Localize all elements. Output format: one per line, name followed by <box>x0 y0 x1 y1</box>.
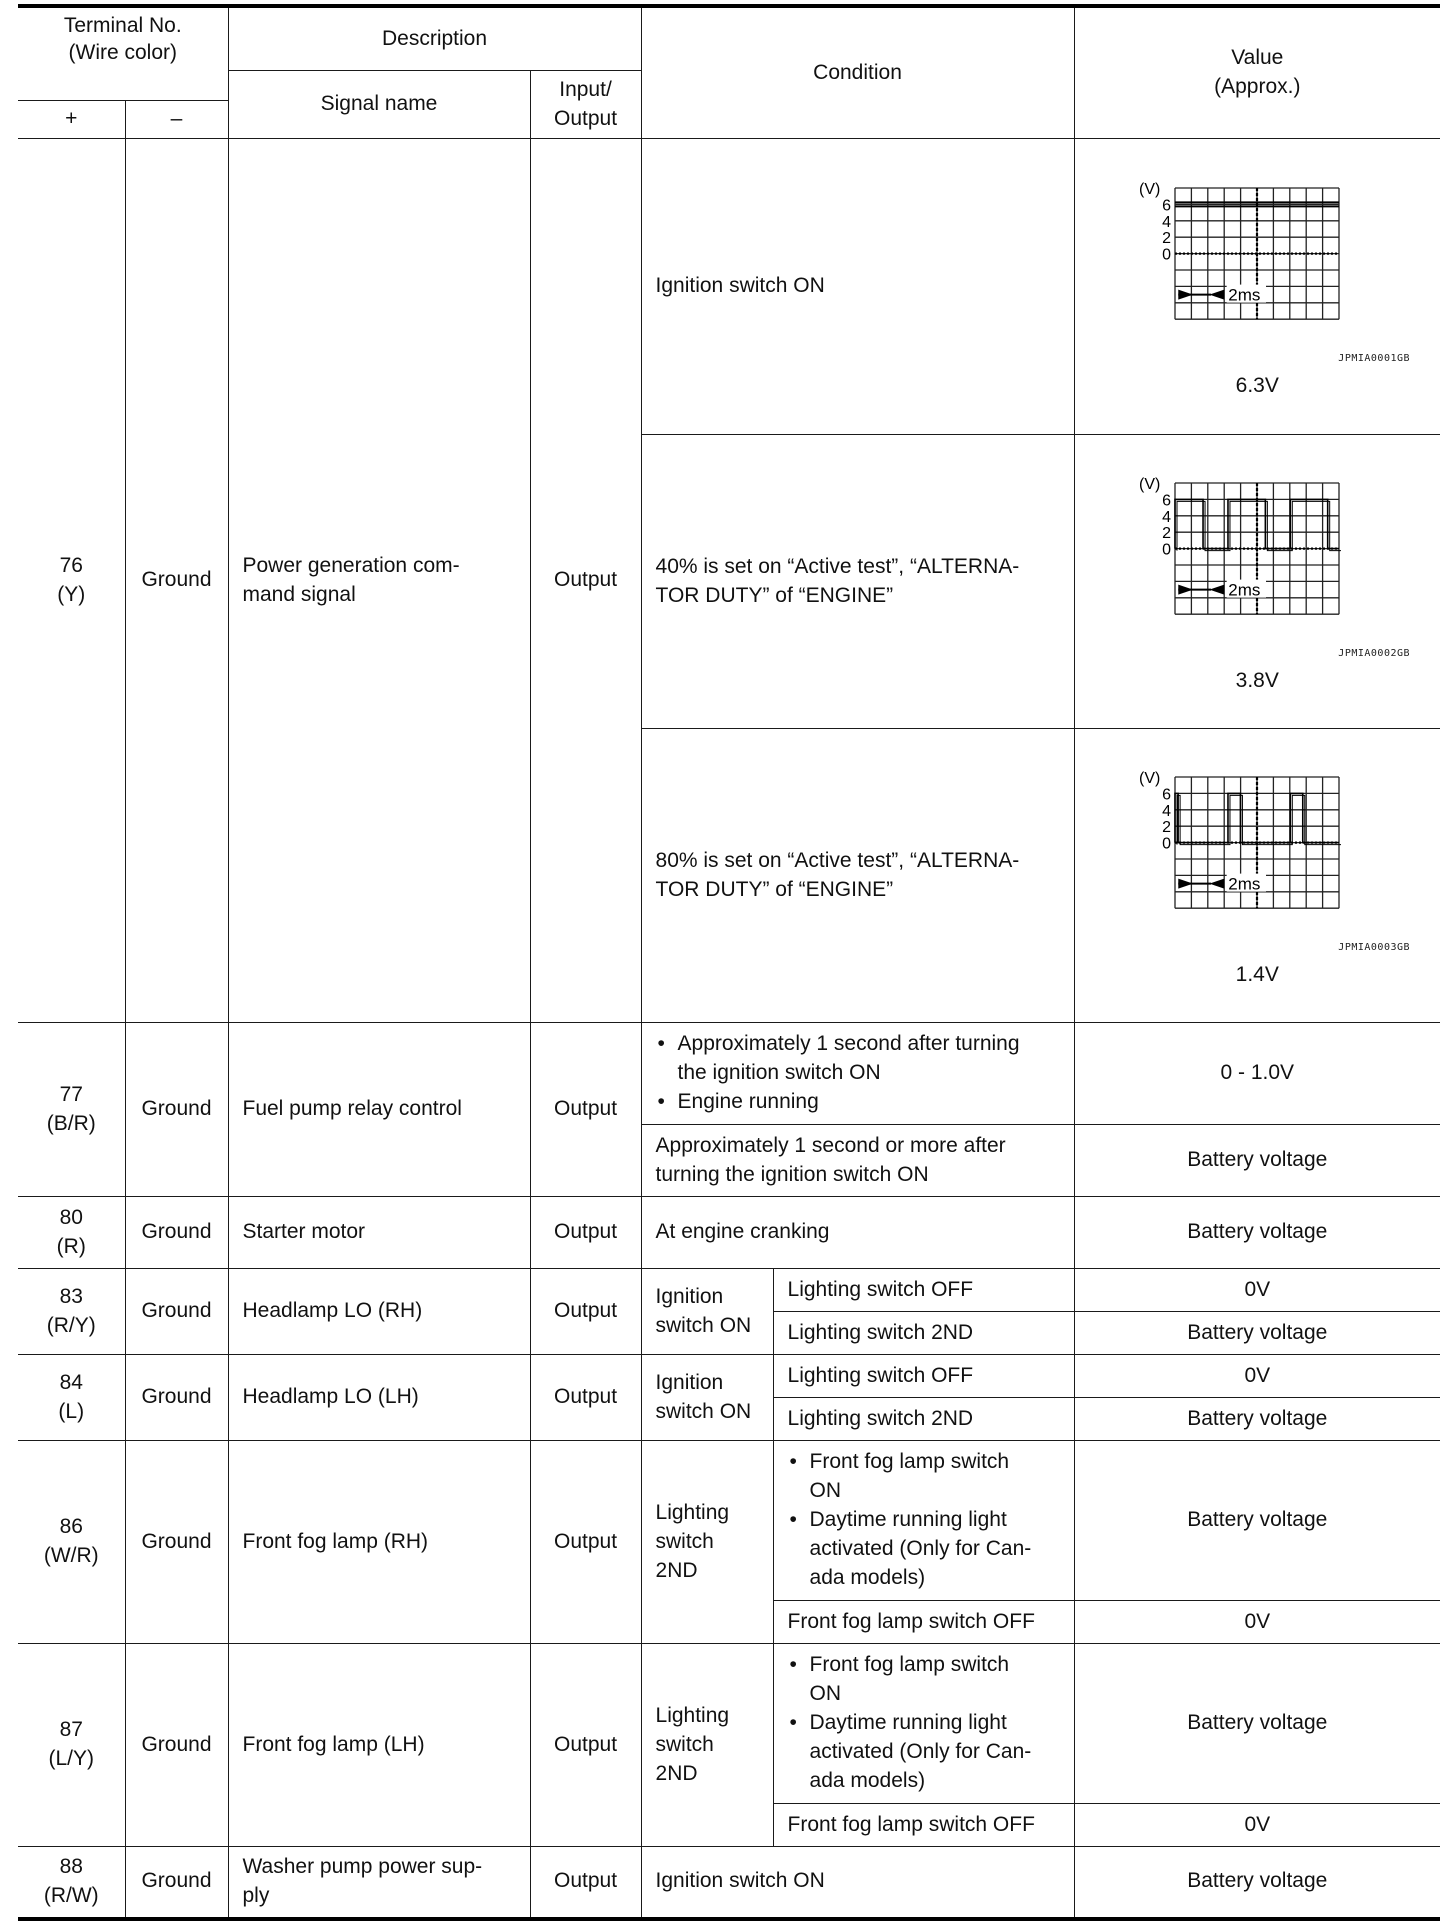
wire-color: (R/W) <box>43 1883 99 1907</box>
oscilloscope-waveform-icon <box>1137 473 1377 645</box>
sub-condition-cell: Front fog lamp switch OFF <box>773 1804 1074 1847</box>
y-tick-label: 2 <box>1162 230 1172 248</box>
ground-cell: Ground <box>125 1269 228 1355</box>
wire-color: (W/R) <box>43 1544 99 1568</box>
waveform-value: 6.3V <box>1235 374 1279 397</box>
condition-cell: Ignition switch ON <box>641 1847 1074 1919</box>
signal-line: mand signal <box>242 582 356 606</box>
axis-unit-label: (V) <box>1139 181 1161 199</box>
signal-name-cell: Headlamp LO (LH) <box>228 1355 530 1441</box>
signal-trace <box>1177 502 1341 551</box>
list-item <box>788 1448 1060 1506</box>
wire-color: (Y) <box>57 582 86 606</box>
header-row-1 <box>18 6 1440 71</box>
condition-bullet-list <box>656 1030 1060 1117</box>
value-cell: Battery voltage <box>1074 1398 1440 1441</box>
terminal-number: 83 <box>59 1284 83 1308</box>
condition-line: Ignition <box>655 1284 724 1308</box>
oscilloscope-waveform-icon <box>1137 767 1377 939</box>
condition-line: turning the ignition switch ON <box>655 1162 929 1186</box>
header-io-line1: Input/ <box>559 78 612 102</box>
terminal-spec-table <box>18 4 1440 1921</box>
condition-line: switch <box>655 1732 714 1756</box>
wire-color: (L/Y) <box>48 1747 94 1771</box>
waveform-value: 3.8V <box>1235 669 1279 692</box>
header-terminal-no: Terminal No. <box>63 14 182 37</box>
wire-color: (B/R) <box>46 1111 96 1135</box>
value-cell: Battery voltage <box>1074 1644 1440 1804</box>
signal-name-cell: Headlamp LO (RH) <box>228 1269 530 1355</box>
signal-line: ply <box>242 1883 270 1907</box>
y-tick-label: 2 <box>1162 525 1172 543</box>
waveform-value: 1.4V <box>1235 963 1279 986</box>
list-item <box>788 1506 1060 1593</box>
header-io-line2: Output <box>553 106 618 130</box>
waveform-block <box>1089 473 1427 696</box>
sub-condition-cell: Lighting switch OFF <box>773 1355 1074 1398</box>
condition-bullet-list <box>788 1448 1060 1593</box>
value-cell: 0 - 1.0V <box>1074 1023 1440 1125</box>
terminal-76 <box>18 139 125 1023</box>
ground-cell: Ground <box>125 139 228 1023</box>
header-description: Description <box>228 6 641 71</box>
signal-name-cell: Front fog lamp (RH) <box>228 1441 530 1644</box>
header-plus: + <box>18 101 125 139</box>
wire-color: (R/Y) <box>46 1313 96 1337</box>
value-cell: Battery voltage <box>1074 1125 1440 1197</box>
condition-line: Lighting <box>655 1500 730 1524</box>
condition-line: switch <box>655 1529 714 1553</box>
io-cell: Output <box>530 1197 641 1269</box>
table-row <box>18 1269 1440 1312</box>
condition-line: Daytime running light <box>809 1508 1007 1532</box>
wire-color: (L) <box>58 1399 85 1423</box>
sub-condition-cell: Front fog lamp switch OFF <box>773 1601 1074 1644</box>
condition-cell <box>641 1125 1074 1197</box>
condition-line: ada models) <box>809 1769 926 1793</box>
condition-line: Daytime running light <box>809 1711 1007 1735</box>
terminal-77 <box>18 1023 125 1197</box>
condition-line: switch ON <box>655 1399 752 1423</box>
arrow-left-icon <box>1210 290 1225 300</box>
ground-cell: Ground <box>125 1023 228 1197</box>
time-scale-label: 2ms <box>1228 580 1261 600</box>
terminal-number: 84 <box>59 1370 83 1394</box>
header-value-line1: Value <box>1231 46 1284 70</box>
condition-bullet-list <box>788 1651 1060 1796</box>
condition-line: TOR DUTY” of “ENGINE” <box>655 583 894 607</box>
y-tick-label: 6 <box>1162 197 1172 215</box>
condition-line: ON <box>809 1682 842 1706</box>
list-item <box>788 1709 1060 1796</box>
table-row <box>18 1197 1440 1269</box>
sub-condition-cell: Lighting switch OFF <box>773 1269 1074 1312</box>
condition-line: Lighting <box>655 1703 730 1727</box>
time-scale-label: 2ms <box>1228 285 1261 305</box>
condition-line: Approximately 1 second after turning <box>677 1032 1020 1056</box>
signal-line: Power generation com- <box>242 553 460 577</box>
table-row <box>18 1644 1440 1804</box>
condition-line: TOR DUTY” of “ENGINE” <box>655 877 894 901</box>
condition-line: 2ND <box>655 1558 698 1582</box>
y-tick-label: 0 <box>1162 835 1172 853</box>
value-cell: 0V <box>1074 1804 1440 1847</box>
table-row <box>18 1355 1440 1398</box>
y-tick-label: 6 <box>1162 786 1172 804</box>
value-cell: Battery voltage <box>1074 1197 1440 1269</box>
value-cell: Battery voltage <box>1074 1441 1440 1601</box>
io-cell: Output <box>530 1644 641 1847</box>
list-item <box>656 1030 1060 1088</box>
figure-code: JPMIA0002GB <box>1338 648 1411 660</box>
sub-condition-cell <box>773 1441 1074 1601</box>
condition-line: activated (Only for Can- <box>809 1740 1032 1764</box>
header-terminal-spacer <box>18 71 228 101</box>
value-cell: 0V <box>1074 1601 1440 1644</box>
terminal-80 <box>18 1197 125 1269</box>
condition-cell <box>641 729 1074 1023</box>
terminal-number: 86 <box>59 1515 83 1539</box>
io-cell: Output <box>530 1441 641 1644</box>
y-tick-label: 6 <box>1162 492 1172 510</box>
condition-line: the ignition switch ON <box>677 1061 881 1085</box>
signal-line: Washer pump power sup- <box>242 1854 483 1878</box>
terminal-number: 77 <box>59 1082 83 1106</box>
condition-cell: Ignition switch ON <box>641 139 1074 435</box>
sub-condition-cell: Lighting switch 2ND <box>773 1398 1074 1441</box>
header-minus: – <box>125 101 228 139</box>
condition-line: 40% is set on “Active test”, “ALTERNA- <box>655 554 1020 578</box>
terminal-number: 76 <box>59 553 83 577</box>
oscilloscope-waveform-icon <box>1137 178 1377 350</box>
y-tick-label: 2 <box>1162 819 1172 837</box>
axis-unit-label: (V) <box>1139 476 1161 494</box>
y-tick-label: 0 <box>1162 541 1172 559</box>
io-cell: Output <box>530 1847 641 1919</box>
value-cell: Battery voltage <box>1074 1847 1440 1919</box>
condition-line: ON <box>809 1479 842 1503</box>
condition-line: Front fog lamp switch <box>809 1653 1010 1677</box>
condition-line: 2ND <box>655 1761 698 1785</box>
figure-code: JPMIA0003GB <box>1338 942 1411 954</box>
header-terminal <box>18 6 228 71</box>
signal-trace <box>1177 796 1341 845</box>
ground-cell: Ground <box>125 1441 228 1644</box>
y-tick-label: 0 <box>1162 246 1172 264</box>
sub-condition-cell <box>773 1644 1074 1804</box>
list-item <box>788 1651 1060 1709</box>
wire-color: (R) <box>56 1234 86 1258</box>
io-cell: Output <box>530 1355 641 1441</box>
sub-condition-cell: Lighting switch 2ND <box>773 1312 1074 1355</box>
terminal-86 <box>18 1441 125 1644</box>
condition-cell: At engine cranking <box>641 1197 1074 1269</box>
ground-cell: Ground <box>125 1644 228 1847</box>
waveform-value-cell <box>1074 435 1440 729</box>
condition-line: Front fog lamp switch <box>809 1450 1010 1474</box>
table-row <box>18 1441 1440 1601</box>
io-cell: Output <box>530 139 641 1023</box>
signal-name-cell: Front fog lamp (LH) <box>228 1644 530 1847</box>
ground-cell: Ground <box>125 1355 228 1441</box>
header-condition: Condition <box>641 6 1074 139</box>
time-scale-label: 2ms <box>1228 874 1261 894</box>
axis-unit-label: (V) <box>1139 770 1161 788</box>
condition-line: Approximately 1 second or more after <box>655 1133 1006 1157</box>
signal-name-cell <box>228 1847 530 1919</box>
list-item: • Engine running <box>656 1088 1060 1117</box>
terminal-number: 87 <box>59 1718 83 1742</box>
header-signal-name: Signal name <box>228 71 530 139</box>
terminal-88 <box>18 1847 125 1919</box>
y-tick-label: 4 <box>1162 214 1172 232</box>
arrow-left-icon <box>1210 879 1225 889</box>
condition-main-cell <box>641 1441 773 1644</box>
condition-line: Ignition <box>655 1370 724 1394</box>
condition-cell <box>641 1023 1074 1125</box>
signal-name-cell: Starter motor <box>228 1197 530 1269</box>
condition-main-cell <box>641 1269 773 1355</box>
terminal-number: 80 <box>59 1205 83 1229</box>
signal-name-cell: Fuel pump relay control <box>228 1023 530 1197</box>
header-wire-color: (Wire color) <box>68 41 177 65</box>
table-row <box>18 1847 1440 1919</box>
header-value <box>1074 6 1440 139</box>
waveform-block <box>1089 178 1427 401</box>
terminal-83 <box>18 1269 125 1355</box>
value-cell: 0V <box>1074 1355 1440 1398</box>
io-cell: Output <box>530 1023 641 1197</box>
table-row <box>18 139 1440 435</box>
waveform-block <box>1089 767 1427 990</box>
condition-main-cell <box>641 1644 773 1847</box>
figure-code: JPMIA0001GB <box>1338 353 1411 365</box>
y-tick-label: 4 <box>1162 803 1172 821</box>
signal-name-cell <box>228 139 530 1023</box>
waveform-value-cell <box>1074 729 1440 1023</box>
table-row <box>18 1023 1440 1125</box>
condition-line: 80% is set on “Active test”, “ALTERNA- <box>655 848 1020 872</box>
waveform-value-cell <box>1074 139 1440 435</box>
value-cell: 0V <box>1074 1269 1440 1312</box>
condition-main-cell <box>641 1355 773 1441</box>
header-input-output <box>530 71 641 139</box>
io-cell: Output <box>530 1269 641 1355</box>
condition-line: switch ON <box>655 1313 752 1337</box>
arrow-left-icon <box>1210 585 1225 595</box>
value-cell: Battery voltage <box>1074 1312 1440 1355</box>
condition-cell <box>641 435 1074 729</box>
condition-line: ada models) <box>809 1566 926 1590</box>
terminal-87 <box>18 1644 125 1847</box>
condition-line: activated (Only for Can- <box>809 1537 1032 1561</box>
y-tick-label: 4 <box>1162 509 1172 527</box>
ground-cell: Ground <box>125 1847 228 1919</box>
ground-cell: Ground <box>125 1197 228 1269</box>
terminal-number: 88 <box>59 1854 83 1878</box>
terminal-84 <box>18 1355 125 1441</box>
header-value-line2: (Approx.) <box>1214 75 1301 99</box>
